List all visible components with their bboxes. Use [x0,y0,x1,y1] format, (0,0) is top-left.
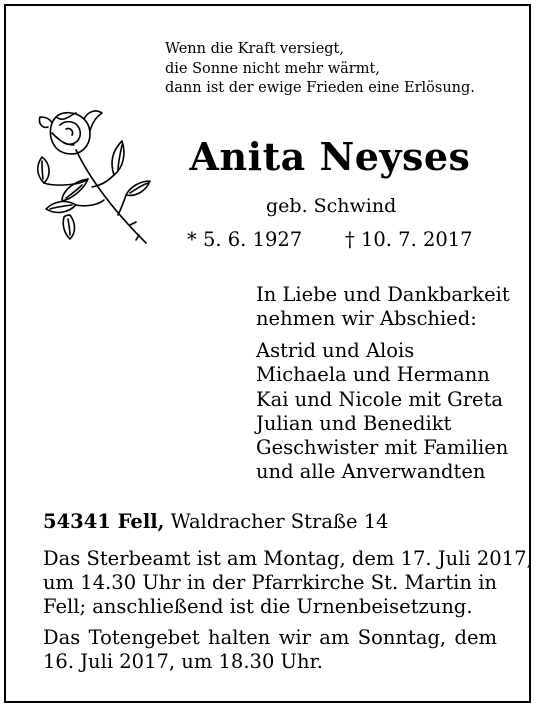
farewell-line: nehmen wir Abschied: [256,307,477,330]
mourner: und alle Anverwandten [256,460,486,484]
prayer-line: 16. Juli 2017, um 18.30 Uhr. [43,650,323,673]
address-city: 54341 Fell, [43,510,165,533]
mourner: Geschwister mit Familien [256,436,509,460]
motto-line: dann ist der ewige Frieden eine Erlösung. [165,80,475,96]
birth-date: * 5. 6. 1927 [187,228,303,251]
motto-line: Wenn die Kraft versiegt, [165,41,344,57]
motto-line: die Sonne nicht mehr wärmt, [165,60,380,77]
mourner: Astrid und Alois [256,339,415,362]
address-street: Waldracher Straße 14 [170,510,389,533]
prayer-text [43,626,497,674]
motto [165,40,475,99]
prayer-line: Das Totengebet halten wir am Sonntag, dem [43,626,497,649]
funeral-line: Das Sterbeamt ist am Montag, dem 17. Juli 2017, [43,547,533,570]
funeral-line: Fell; anschließend ist die Urnenbeisetzung. [43,595,473,618]
deceased-name: Anita Neyses [189,134,471,179]
mourners-list [256,339,508,485]
mourner: Michaela und Hermann [256,363,490,387]
funeral-text [43,547,533,619]
maiden-name: geb. Schwind [266,195,397,217]
address [43,510,389,534]
death-date: † 10. 7. 2017 [345,228,473,251]
farewell-text [256,283,510,331]
mourner: Julian und Benedikt [256,411,452,435]
mourner: Kai und Nicole mit Greta [256,387,504,411]
funeral-line: um 14.30 Uhr in der Pfarrkirche St. Martin in [43,571,497,594]
farewell-line: In Liebe und Dankbarkeit [256,283,510,306]
